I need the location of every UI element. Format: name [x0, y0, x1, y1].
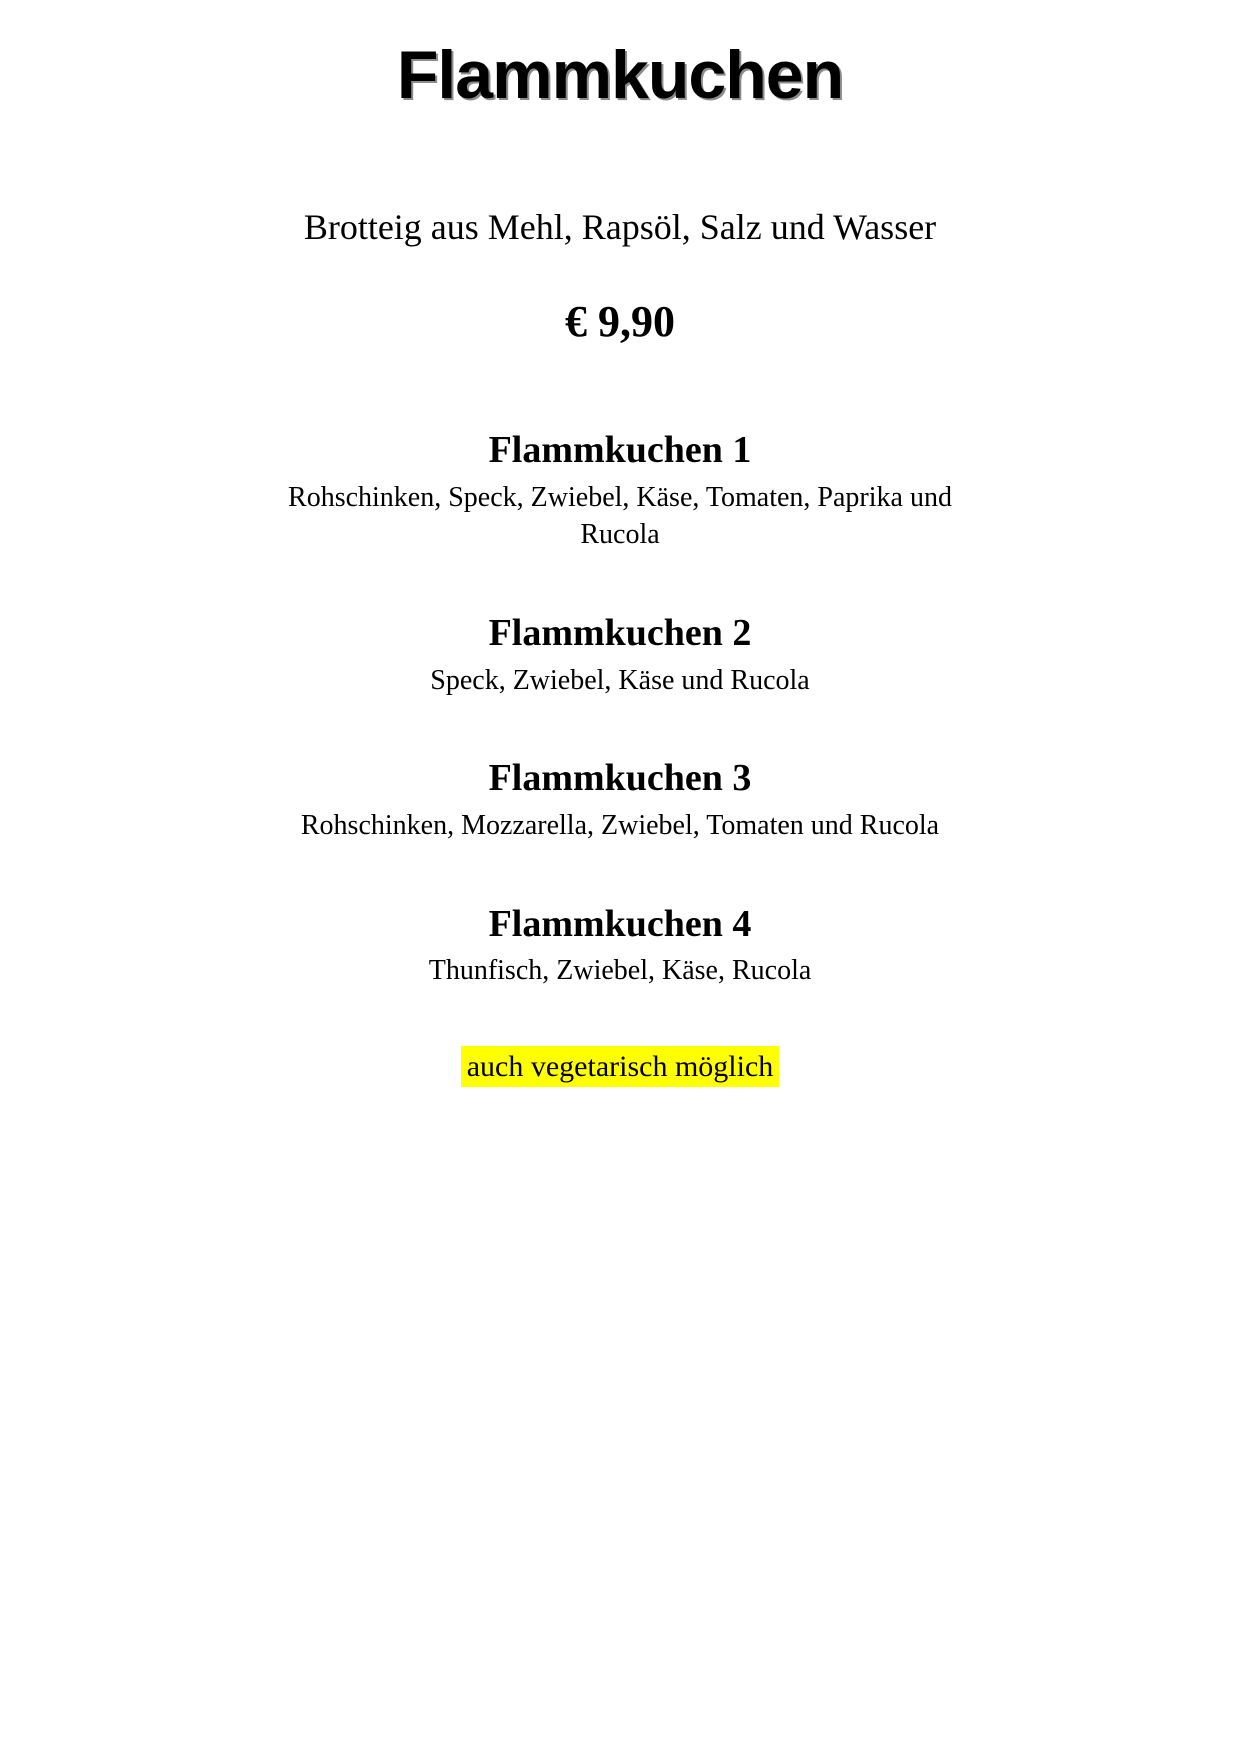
menu-item-description: Thunfisch, Zwiebel, Käse, Rucola: [428, 955, 812, 987]
vegetarian-note: auch vegetarisch möglich: [461, 1046, 780, 1088]
list-item: [0, 427, 1240, 554]
menu-item-name: Flammkuchen 1: [488, 429, 752, 471]
price-label: € 9,90: [565, 297, 675, 346]
menu-item-list: [0, 347, 1240, 990]
page-title: Flammkuchen: [396, 37, 844, 113]
list-item: [0, 755, 1240, 844]
menu-item-name: Flammkuchen 3: [488, 757, 752, 800]
list-item: [0, 610, 1240, 699]
menu-item-description: Rohschinken, Speck, Zwiebel, Käse, Tomaten, Paprika und Rucola: [288, 481, 952, 551]
footnote-container: [0, 1046, 1240, 1088]
menu-item-name: Flammkuchen 4: [488, 902, 752, 945]
list-item: [0, 901, 1240, 990]
menu-item-description: Rohschinken, Mozzarella, Zwiebel, Tomaten und Rucola: [300, 809, 940, 841]
menu-item-description: Speck, Zwiebel, Käse und Rucola: [430, 664, 810, 696]
dough-description: Brotteig aus Mehl, Rapsöl, Salz und Wasser: [303, 207, 937, 247]
menu-item-name: Flammkuchen 2: [488, 612, 752, 655]
